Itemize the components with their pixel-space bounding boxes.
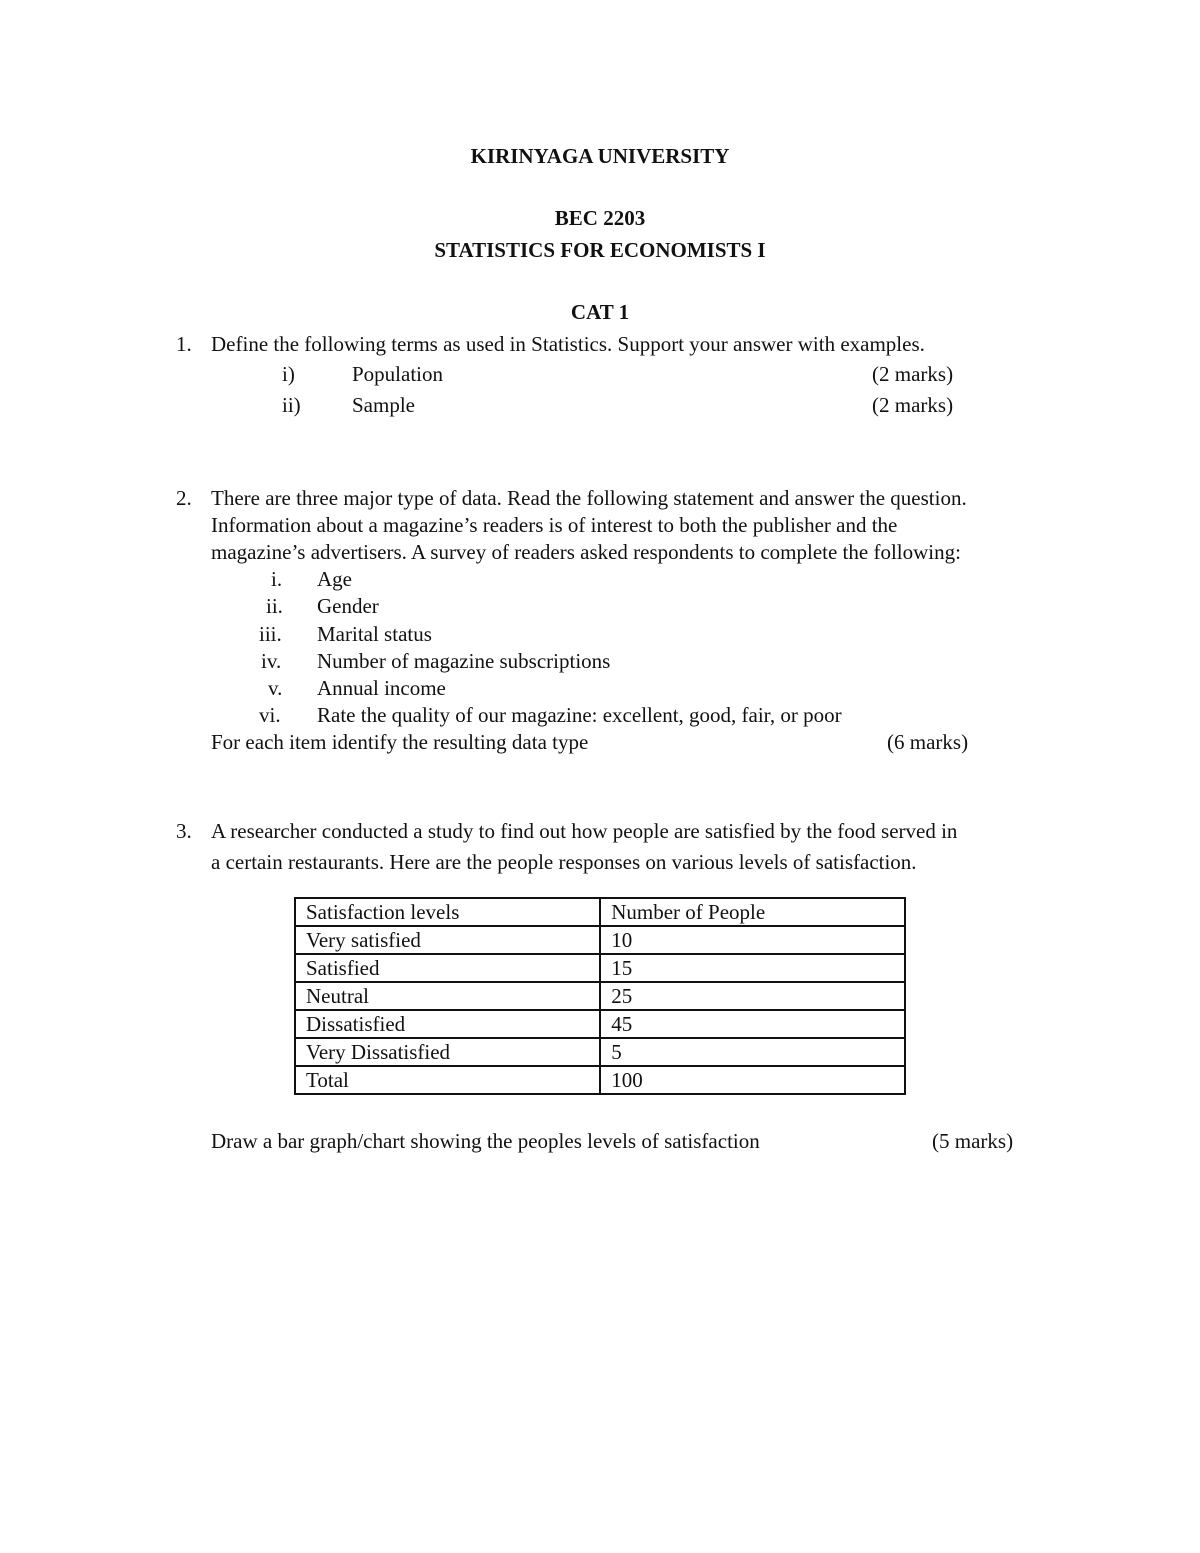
table-cell: 45 xyxy=(600,1010,905,1038)
q1-item-term: Population xyxy=(352,362,444,386)
table-row xyxy=(295,982,905,1010)
q3-instruction: Draw a bar graph/chart showing the peoples levels of satisfaction xyxy=(211,1129,760,1153)
q2-number: 2. xyxy=(176,486,192,510)
q1-item-number: ii) xyxy=(282,393,301,417)
table-cell: Dissatisfied xyxy=(295,1010,600,1038)
satisfaction-table xyxy=(294,897,906,1095)
q1-text: Define the following terms as used in Statistics. Support your answer with examples. xyxy=(211,332,925,356)
q1-number: 1. xyxy=(176,332,192,356)
table-cell: 10 xyxy=(600,926,905,954)
q2-item-number: v. xyxy=(268,676,283,700)
table-cell: Very satisfied xyxy=(295,926,600,954)
q2-item-text: Gender xyxy=(317,594,379,618)
table-cell: 25 xyxy=(600,982,905,1010)
course-code: BEC 2203 xyxy=(554,206,646,230)
q2-item-text: Annual income xyxy=(317,676,446,700)
exam-title: CAT 1 xyxy=(570,300,630,324)
table-header-cell: Number of People xyxy=(600,898,905,926)
q2-instruction: For each item identify the resulting data type xyxy=(211,730,589,754)
q2-item-number: ii. xyxy=(266,594,283,618)
table-row xyxy=(295,1010,905,1038)
table-cell: Very Dissatisfied xyxy=(295,1038,600,1066)
q2-line: magazine’s advertisers. A survey of readers asked respondents to complete the following: xyxy=(211,540,961,564)
q2-item-text: Number of magazine subscriptions xyxy=(317,649,611,673)
q2-item-text: Age xyxy=(317,567,352,591)
university-name: KIRINYAGA UNIVERSITY xyxy=(470,144,730,168)
q1-item-marks: (2 marks) xyxy=(872,362,954,386)
q1-item-marks: (2 marks) xyxy=(872,393,954,417)
table-header-cell: Satisfaction levels xyxy=(295,898,600,926)
table-total-row xyxy=(295,1066,905,1094)
table-cell: 100 xyxy=(600,1066,905,1094)
q2-marks: (6 marks) xyxy=(887,730,969,754)
q1-item-term: Sample xyxy=(352,393,415,417)
q2-item-text: Rate the quality of our magazine: excellent, good, fair, or poor xyxy=(317,703,842,727)
q3-line: A researcher conducted a study to find out how people are satisfied by the food served in xyxy=(211,819,958,843)
table-cell: Satisfied xyxy=(295,954,600,982)
table-row xyxy=(295,1038,905,1066)
q1-item-number: i) xyxy=(282,362,295,386)
table-cell: Total xyxy=(295,1066,600,1094)
q2-item-number: vi. xyxy=(259,703,281,727)
table-row xyxy=(295,926,905,954)
q2-line: There are three major type of data. Read the following statement and answer the question. xyxy=(211,486,967,510)
q2-item-text: Marital status xyxy=(317,622,432,646)
q2-item-number: i. xyxy=(271,567,283,591)
q2-item-number: iv. xyxy=(261,649,282,673)
q2-item-number: iii. xyxy=(259,622,282,646)
q3-line: a certain restaurants. Here are the people responses on various levels of satisfaction. xyxy=(211,850,917,874)
course-title: STATISTICS FOR ECONOMISTS I xyxy=(434,238,766,262)
table-header-row xyxy=(295,898,905,926)
table-cell: 15 xyxy=(600,954,905,982)
table-row xyxy=(295,954,905,982)
q3-number: 3. xyxy=(176,819,192,843)
q3-marks: (5 marks) xyxy=(932,1129,1014,1153)
table-cell: Neutral xyxy=(295,982,600,1010)
table-cell: 5 xyxy=(600,1038,905,1066)
q2-line: Information about a magazine’s readers is of interest to both the publisher and the xyxy=(211,513,898,537)
